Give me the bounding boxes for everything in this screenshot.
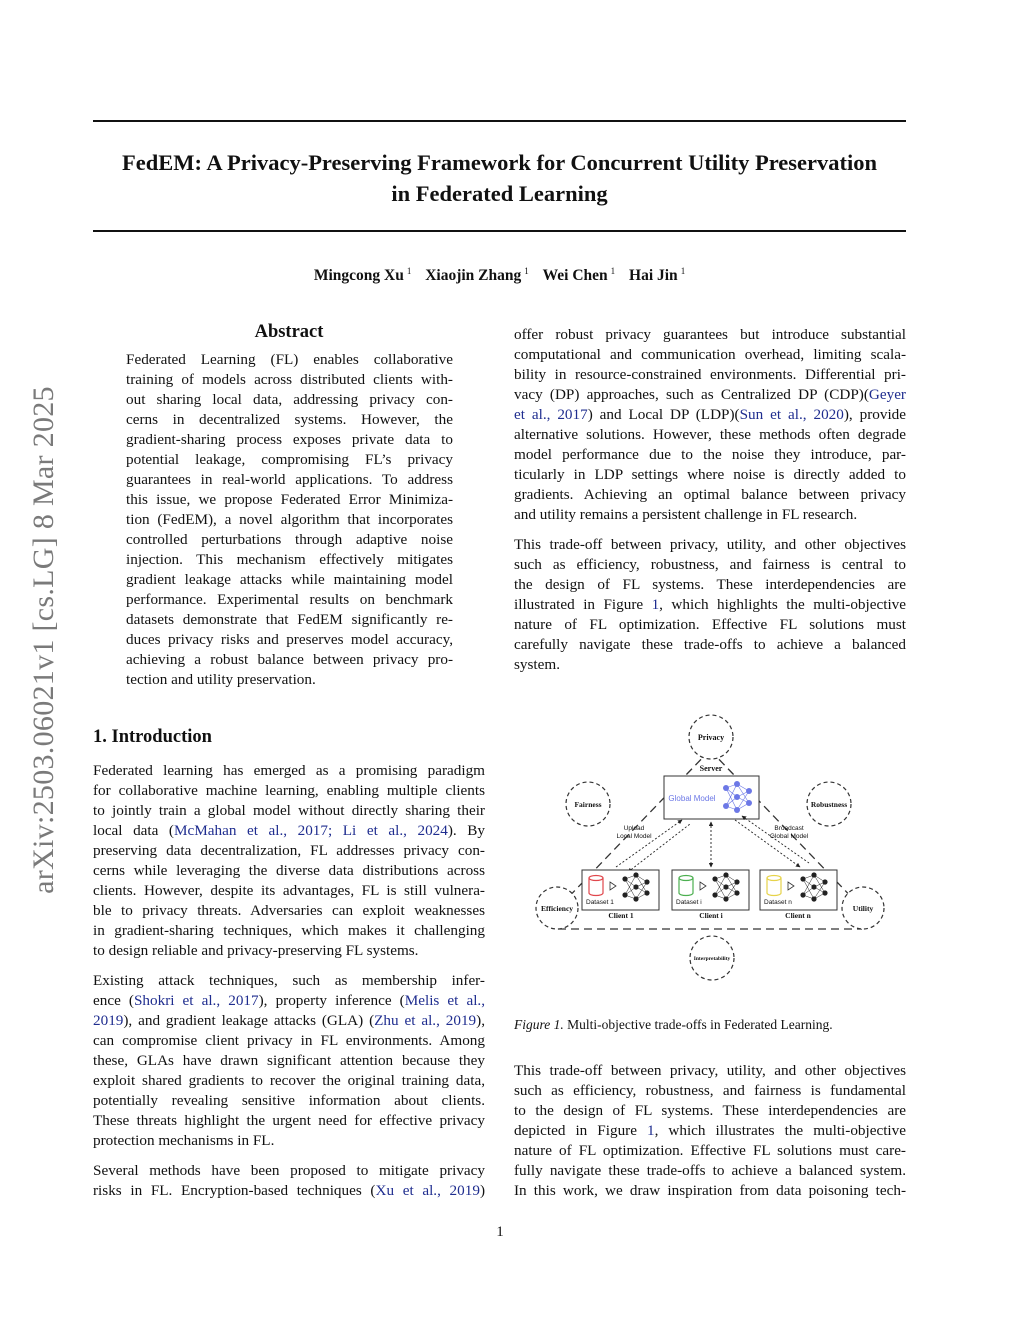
svg-text:Privacy: Privacy — [697, 733, 725, 742]
abstract-heading: Abstract — [254, 322, 324, 342]
client-i-label: Client i — [699, 911, 723, 920]
author: Wei Chen $^1$ — [542, 266, 616, 285]
citation-link[interactable]: Melis et al., — [404, 992, 486, 1009]
objective-interpretability — [690, 936, 734, 980]
objective-privacy — [689, 715, 733, 759]
global-model-label: Global Model — [668, 794, 716, 803]
author: Xiaojin Zhang $^1$ — [425, 266, 529, 285]
objective-fairness — [566, 782, 610, 826]
author-list — [93, 266, 906, 285]
client-1-box — [582, 870, 659, 910]
citation-link[interactable]: Zhu et al., 2019 — [374, 1012, 477, 1029]
right-paragraph-3: This trade-off between privacy, utility, and other objectives such as efficiency, robustness, and fairness is fundamental to the design of FL systems. These interdependencies are depicted in Figure 1, which illustrates the multi-objective nature of FL optimization. Effective FL solutions must care- fully navigate these trade-offs to achieve a balanced system. In this work, we draw inspiration from data poisoning tech- — [514, 1062, 906, 1199]
author: Hai Jin $^1$ — [629, 266, 686, 285]
broadcast-label-1: Broadcast — [774, 825, 804, 832]
title-rule-top — [93, 120, 906, 122]
right-paragraph-1: offer robust privacy guarantees but introduce substantial computational and communication overhead, limiting scala- bility in resource-constrained environments. Differential pri- vacy (DP) approaches, such as Centralized DP (CDP)(Geyer et al., 2017) and Local DP (LDP)(Sun et al., 2020), provide alternative solutions. However, these methods often degrade model performance due to the noise they introduce, par- ticularly in LDP settings where noise is directly added to gradients. Achieving an optimal balance between privacy and utility remains a persistent challenge in FL research. — [514, 326, 907, 523]
client-i-box — [672, 870, 749, 910]
citation-link[interactable]: Xu et al., 2019 — [375, 1182, 480, 1199]
citation-link[interactable]: Geyer — [868, 386, 906, 403]
objective-utility — [842, 887, 884, 929]
svg-text:Interpretability: Interpretability — [693, 956, 731, 962]
figure-ref-link[interactable]: 1 — [651, 596, 660, 613]
intro-paragraph-2: Existing attack techniques, such as membership infer- ence (Shokri et al., 2017), property inference (Melis et al., 2019), and gradient leakage attacks (GLA) (Zhu et al., 2019), can compromise client privacy in FL environments. Among these, GLAs have drawn significant attention because they exploit shared gradients to recover the original training data, potentially revealing sensitive information about clients. These threats highlight the urgent need for effective privacy protection mechanisms in FL. — [93, 972, 486, 1149]
author: Mingcong Xu $^1$ — [313, 266, 412, 285]
svg-text:Utility: Utility — [852, 904, 874, 913]
objective-robustness — [807, 782, 851, 826]
right-paragraph-2: This trade-off between privacy, utility, and other objectives such as efficiency, robustness, and fairness is central to the design of FL systems. These interdependencies are illustrated in Figure 1, which highlights the multi-objective nature of FL optimization. Effective FL solutions must carefully navigate these trade-offs to achieve a balanced system. — [514, 536, 907, 673]
title-line-2: in Federated Learning — [391, 181, 608, 206]
title-line-1: FedEM: A Privacy-Preserving Framework for Concurrent Utility Preservation — [121, 150, 878, 175]
citation-link[interactable]: McMahan et al., 2017; Li et al., 2024 — [174, 822, 448, 839]
page-number: 1 — [496, 1224, 504, 1240]
intro-paragraph-3: Several methods have been proposed to mitigate privacy risks in FL. Encryption-based techniques (Xu et al., 2019) — [93, 1162, 485, 1199]
svg-text:Dataset n: Dataset n — [764, 899, 792, 906]
paper-title — [93, 147, 906, 209]
broadcast-label-2: Global Model — [769, 833, 809, 840]
citation-link[interactable]: Sun et al., 2020 — [739, 406, 844, 423]
intro-heading: 1. Introduction — [93, 727, 212, 747]
client-n-box — [760, 870, 837, 910]
server-box — [664, 776, 759, 819]
upload-label-2: Local Model — [616, 833, 652, 840]
intro-paragraph-1: Federated learning has emerged as a promising paradigm for collaborative machine learning, enabling multiple clients to jointly train a global model without directly sharing their local data (McMahan et al., 2017; Li et al., 2024). By preserving data decentralization, FL addresses privacy con- cerns while leveraging the diverse data distributions across clients. However, despite its advantages, FL is still vulnera- ble to privacy threats. Adversaries can exploit weaknesses in gradient-sharing techniques, which makes it challenging to design reliable and privacy-preserving FL systems. — [93, 762, 485, 959]
client-n-label: Client n — [785, 911, 811, 920]
abstract-body: Federated Learning (FL) enables collaborative training of models across distributed clients with- out sharing local data, addressing privacy con- cerns in decentralized systems. However, the gradient-sharing process exposes private data to potential leakage, compromising FL’s privacy guarantees in real-world applications. To address this issue, we propose Federated Error Minimiza- tion (FedEM), a novel algorithm that incorporates controlled perturbations through adaptive noise injection. This mechanism effectively mitigates gradient leakage attacks while maintaining model performance. Experimental results on benchmark datasets demonstrate that FedEM significantly re- duces privacy risks and preserves model accuracy, achieving a robust balance between privacy pro- tection and utility preservation. — [126, 351, 453, 688]
title-rule-bottom — [93, 230, 906, 232]
upload-label-1: Upload — [623, 825, 645, 832]
svg-text:Dataset i: Dataset i — [676, 899, 702, 906]
svg-text:Robustness: Robustness — [810, 800, 848, 809]
citation-link[interactable]: Shokri et al., 2017 — [133, 992, 259, 1009]
svg-text:Efficiency: Efficiency — [540, 904, 574, 913]
citation-link[interactable]: et al., 2017 — [514, 406, 588, 423]
objective-efficiency — [536, 887, 578, 929]
figure-caption: Figure 1. Multi-objective trade-offs in Federated Learning. — [514, 1017, 833, 1032]
svg-text:Dataset 1: Dataset 1 — [586, 899, 614, 906]
figure-fl-tradeoffs — [530, 712, 890, 987]
client-1-label: Client 1 — [608, 911, 634, 920]
svg-text:Fairness: Fairness — [574, 800, 602, 809]
figure-ref-link[interactable]: 1 — [646, 1122, 655, 1139]
citation-link[interactable]: 2019 — [93, 1012, 124, 1029]
server-label: Server — [699, 764, 723, 773]
